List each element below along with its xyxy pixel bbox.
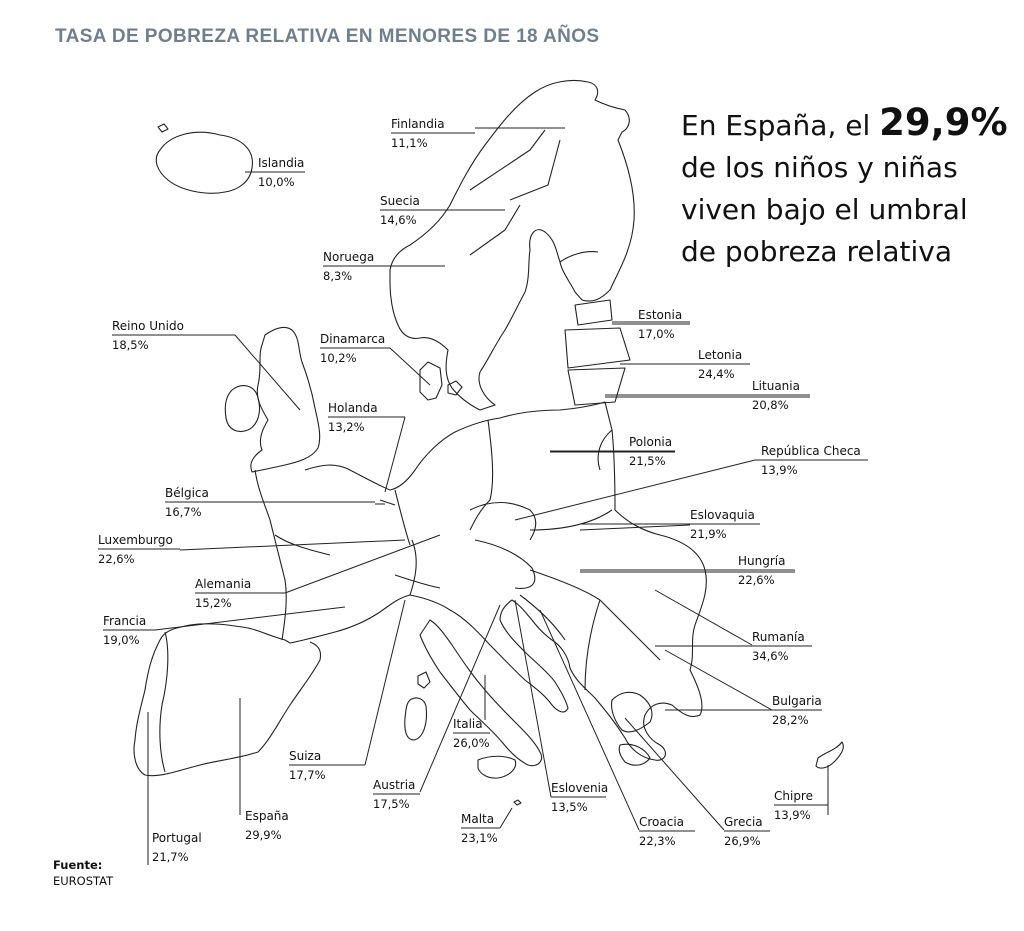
country-value-malta: 23,1% <box>461 831 498 845</box>
country-value-portugal: 21,7% <box>152 850 189 864</box>
leader-line-luxemburgo <box>180 540 405 550</box>
country-name-polonia: Polonia <box>629 435 673 449</box>
country-value-chipre: 13,9% <box>774 808 811 822</box>
country-name-luxemburgo: Luxemburgo <box>98 533 173 547</box>
country-name-lituania: Lituania <box>752 379 800 393</box>
leader-line-suiza <box>365 600 405 765</box>
headline-highlight: 29,9% <box>879 101 1008 144</box>
country-name-hungria: Hungría <box>738 554 786 568</box>
country-name-italia: Italia <box>453 717 483 731</box>
country-value-austria: 17,5% <box>373 797 410 811</box>
country-value-francia: 19,0% <box>103 633 140 647</box>
country-name-eslovaquia: Eslovaquia <box>690 508 755 522</box>
country-name-espana: España <box>245 809 289 823</box>
country-value-croacia: 22,3% <box>639 834 676 848</box>
leader-lines <box>98 128 868 865</box>
country-name-rumania: Rumanía <box>752 630 805 644</box>
country-name-islandia: Islandia <box>258 156 305 170</box>
country-name-eslovenia: Eslovenia <box>551 781 609 795</box>
country-value-eslovenia: 13,5% <box>551 800 588 814</box>
country-name-alemania: Alemania <box>195 577 252 591</box>
country-value-rumania: 34,6% <box>752 649 789 663</box>
leader-line-holanda <box>385 417 405 492</box>
country-value-eslovaquia: 21,9% <box>690 527 727 541</box>
country-name-croacia: Croacia <box>639 815 685 829</box>
country-name-holanda: Holanda <box>328 401 378 415</box>
country-name-grecia: Grecia <box>724 815 763 829</box>
source-label: Fuente: <box>53 858 103 872</box>
country-value-polonia: 21,5% <box>629 454 666 468</box>
country-name-suecia: Suecia <box>380 194 420 208</box>
headline-lead: En España, el <box>681 109 871 142</box>
country-name-suiza: Suiza <box>289 749 322 763</box>
leader-line-grecia <box>625 718 724 830</box>
country-value-italia: 26,0% <box>453 736 490 750</box>
country-value-letonia: 24,4% <box>698 367 735 381</box>
country-name-francia: Francia <box>103 614 147 628</box>
country-name-finlandia: Finlandia <box>391 117 445 131</box>
country-value-belgica: 16,7% <box>165 505 202 519</box>
country-name-portugal: Portugal <box>152 831 202 845</box>
country-value-lituania: 20,8% <box>752 398 789 412</box>
leader-line-alemania <box>285 535 440 593</box>
country-value-luxemburgo: 22,6% <box>98 552 135 566</box>
country-name-reino-unido: Reino Unido <box>112 319 184 333</box>
country-value-bulgaria: 28,2% <box>772 713 809 727</box>
headline-rest: de los niños y niñas viven bajo el umbral de pobreza relativa <box>681 151 968 268</box>
country-value-republica-checa: 13,9% <box>761 463 798 477</box>
country-value-suecia: 14,6% <box>380 213 417 227</box>
country-value-espana: 29,9% <box>245 828 282 842</box>
page-title: TASA DE POBREZA RELATIVA EN MENORES DE 18 AÑOS <box>55 26 600 47</box>
country-name-estonia: Estonia <box>638 308 683 322</box>
country-value-noruega: 8,3% <box>323 269 353 283</box>
country-value-islandia: 10,0% <box>258 175 295 189</box>
country-labels <box>98 117 861 864</box>
country-value-holanda: 13,2% <box>328 420 365 434</box>
country-name-belgica: Bélgica <box>165 486 209 500</box>
country-value-reino-unido: 18,5% <box>112 338 149 352</box>
country-name-republica-checa: República Checa <box>761 444 861 458</box>
source <box>53 857 113 889</box>
source-value: EUROSTAT <box>53 874 114 888</box>
country-name-letonia: Letonia <box>698 348 743 362</box>
country-name-austria: Austria <box>373 778 416 792</box>
leader-line-reino-unido <box>235 335 300 410</box>
leader-line-austria <box>420 605 500 792</box>
country-value-alemania: 15,2% <box>195 596 232 610</box>
country-value-dinamarca: 10,2% <box>320 351 357 365</box>
country-value-estonia: 17,0% <box>638 327 675 341</box>
country-name-chipre: Chipre <box>774 789 813 803</box>
country-name-malta: Malta <box>461 812 495 826</box>
country-name-dinamarca: Dinamarca <box>320 332 386 346</box>
country-name-noruega: Noruega <box>323 250 375 264</box>
country-value-grecia: 26,9% <box>724 834 761 848</box>
country-value-suiza: 17,7% <box>289 768 326 782</box>
leader-line-malta <box>500 808 512 828</box>
leader-line-francia <box>155 607 345 630</box>
country-value-hungria: 22,6% <box>738 573 775 587</box>
leader-line-eslovenia <box>515 600 551 797</box>
country-value-finlandia: 11,1% <box>391 136 428 150</box>
country-name-bulgaria: Bulgaria <box>772 694 822 708</box>
coastlines <box>134 80 843 805</box>
